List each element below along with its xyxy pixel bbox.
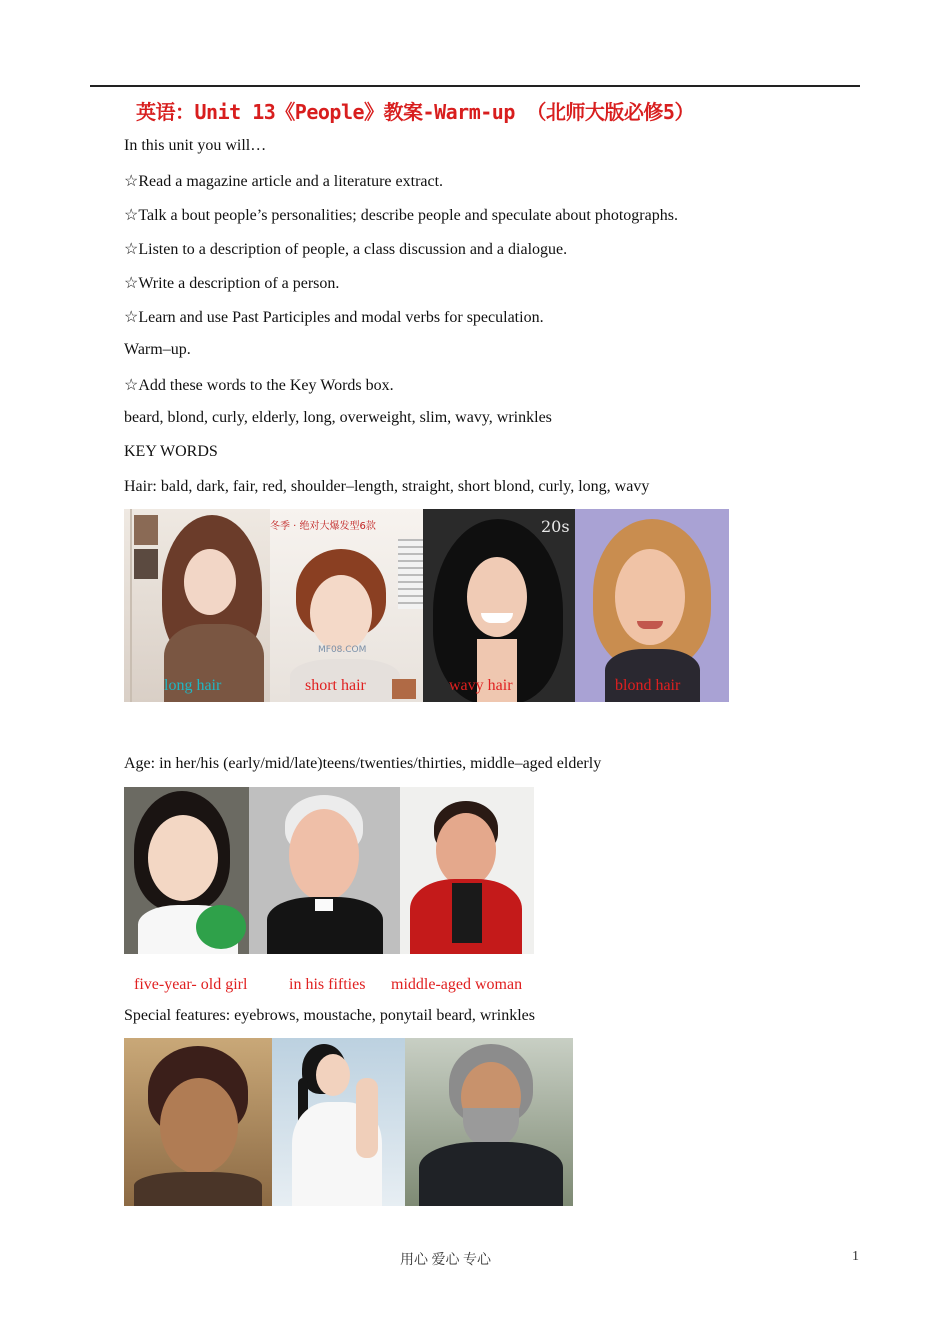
photo-beard — [405, 1038, 573, 1206]
photo-girl — [124, 787, 249, 954]
caption-wavy-hair: wavy hair — [449, 677, 513, 694]
key-words-heading: KEY WORDS — [124, 443, 218, 460]
intro-line: In this unit you will… — [124, 137, 267, 154]
header-rule — [90, 85, 860, 87]
caption-long-hair: long hair — [164, 677, 222, 694]
document-title: 英语：Unit 13《People》教案-Warm-up （北师大版必修5） — [136, 100, 694, 124]
caption-in-his-fifties: in his fifties — [289, 976, 366, 993]
watermark: MF08.COM — [318, 645, 367, 655]
word-list: beard, blond, curly, elderly, long, overweight, slim, wavy, wrinkles — [124, 409, 552, 426]
bullet-learn: ☆Learn and use Past Participles and modal verbs for speculation. — [124, 309, 544, 326]
magazine-number: 20s — [541, 517, 570, 536]
photo-blond-hair — [575, 509, 729, 702]
photo-woman — [400, 787, 534, 954]
caption-five-year-old-girl: five-year- old girl — [134, 976, 248, 993]
caption-blond-hair: blond hair — [615, 677, 681, 694]
caption-short-hair: short hair — [305, 677, 366, 694]
bullet-add-words: ☆Add these words to the Key Words box. — [124, 377, 394, 394]
caption-middle-aged-woman: middle-aged woman — [391, 976, 523, 993]
bullet-talk: ☆Talk a bout people’s personalities; describe people and speculate about photographs. — [124, 207, 678, 224]
hair-words: Hair: bald, dark, fair, red, shoulder–length, straight, short blond, curly, long, wavy — [124, 478, 650, 495]
bullet-write: ☆Write a description of a person. — [124, 275, 340, 292]
photo-man — [249, 787, 400, 954]
warm-up-heading: Warm–up. — [124, 341, 191, 358]
photo-short-hair — [270, 509, 423, 702]
special-features: Special features: eyebrows, moustache, ponytail beard, wrinkles — [124, 1007, 535, 1024]
magazine-text: 冬季 · 绝对大爆发型6款 — [270, 521, 376, 532]
photo-wrinkles — [124, 1038, 272, 1206]
photo-wavy-hair — [423, 509, 575, 702]
footer-text: 用心 爱心 专心 — [400, 1253, 491, 1268]
bullet-listen: ☆Listen to a description of people, a class discussion and a dialogue. — [124, 241, 568, 258]
age-words: Age: in her/his (early/mid/late)teens/twenties/thirties, middle–aged elderly — [124, 755, 602, 772]
photo-long-hair — [124, 509, 270, 702]
photo-ponytail — [272, 1038, 405, 1206]
page-number: 1 — [852, 1249, 859, 1264]
bullet-read: ☆Read a magazine article and a literature extract. — [124, 173, 444, 190]
